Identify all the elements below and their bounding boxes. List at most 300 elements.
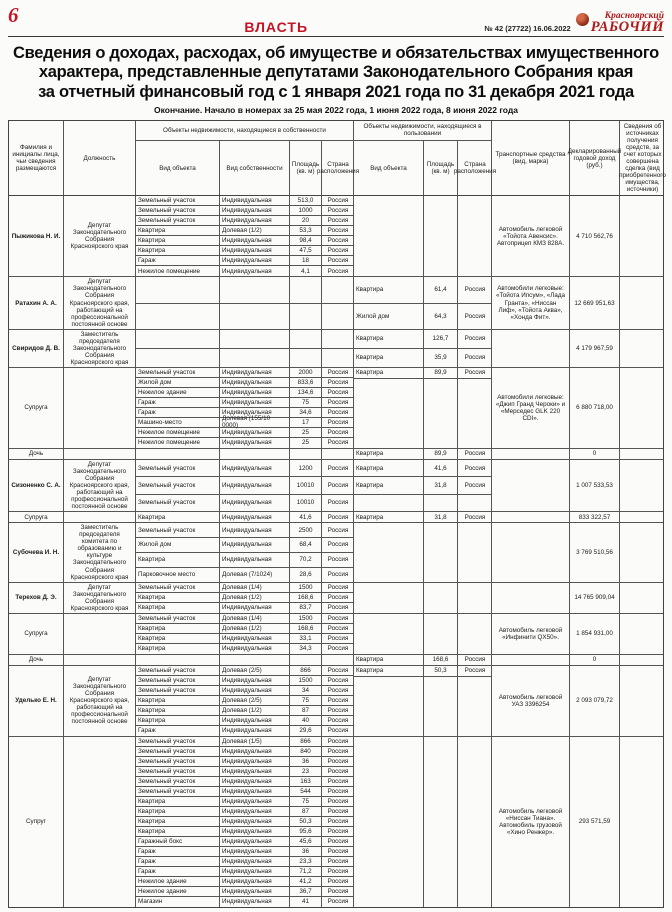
property-country: Россия xyxy=(327,614,349,622)
page-header xyxy=(8,5,664,35)
property-area: 1200 xyxy=(290,460,322,476)
property-country: Россия xyxy=(327,877,349,885)
own-property-row xyxy=(136,767,353,777)
property-country xyxy=(458,523,492,581)
use-property-row xyxy=(354,512,491,522)
property-country: Россия xyxy=(464,335,486,343)
property-area: 87 xyxy=(290,706,322,715)
property-area: 2000 xyxy=(290,368,322,377)
property-country: Россия xyxy=(464,656,486,664)
property-area xyxy=(424,495,458,511)
ownership-type: Индивидуальная xyxy=(220,477,290,493)
ownership-type: Индивидуальная xyxy=(220,897,290,907)
own-property-row xyxy=(136,477,353,494)
person-row xyxy=(9,666,663,737)
property-area: 513,0 xyxy=(290,196,322,205)
use-properties xyxy=(354,512,492,522)
property-type: Гараж xyxy=(136,847,220,856)
own-property-row xyxy=(136,196,353,206)
property-type xyxy=(354,523,424,581)
property-area xyxy=(290,655,322,665)
title-line: характера, представленные депутатами Законодательного Собрания края xyxy=(38,63,634,82)
use-property-filler xyxy=(354,495,491,511)
person-position xyxy=(64,655,136,665)
property-area: 53,3 xyxy=(290,226,322,235)
property-type xyxy=(354,196,424,276)
use-properties xyxy=(354,277,492,328)
ownership-type: Индивидуальная xyxy=(220,644,290,654)
person-row xyxy=(9,655,663,666)
ownership-type: Долевая (2/5) xyxy=(220,696,290,705)
property-type: Квартира xyxy=(354,277,424,302)
ownership-type xyxy=(220,655,290,665)
property-area: 544 xyxy=(290,787,322,796)
person-name: Дочь xyxy=(9,449,64,459)
property-area: 1500 xyxy=(290,583,322,592)
property-country: Россия xyxy=(327,217,349,225)
property-type: Квартира xyxy=(136,827,220,836)
person-row xyxy=(9,512,663,523)
property-country: Россия xyxy=(327,847,349,855)
property-area: 833,6 xyxy=(290,378,322,387)
person-row xyxy=(9,614,663,655)
use-properties xyxy=(354,368,492,448)
property-area: 31,8 xyxy=(424,512,458,522)
property-country: Россия xyxy=(327,583,349,591)
ownership-type: Индивидуальная xyxy=(220,512,290,522)
header-own-group-title: Объекты недвижимости, находящиеся в собственности xyxy=(136,121,353,141)
property-type: Жилой дом xyxy=(136,378,220,387)
property-area: 28,6 xyxy=(290,568,322,582)
income: 2 093 079,72 xyxy=(570,666,620,736)
own-properties xyxy=(136,196,354,276)
property-country: Россия xyxy=(327,418,349,426)
property-type: Земельный участок xyxy=(136,747,220,756)
property-type: Квартира xyxy=(136,716,220,725)
use-property-row xyxy=(354,655,491,665)
property-country xyxy=(322,449,354,459)
transport xyxy=(492,330,570,367)
ownership-type: Долевая (1/5) xyxy=(220,737,290,746)
ownership-type: Индивидуальная xyxy=(220,438,290,448)
header-use-country: Страна расположения xyxy=(453,161,497,176)
person-position: Заместитель председателя комитета по образованию и культуре Законодательного Собрания Красноярского края xyxy=(64,523,136,581)
property-type: Жилой дом xyxy=(136,538,220,552)
property-country: Россия xyxy=(327,797,349,805)
property-country xyxy=(458,196,492,276)
page-number: 6 xyxy=(8,3,19,27)
person-row xyxy=(9,277,663,329)
property-type: Квартира xyxy=(136,696,220,705)
table-body xyxy=(9,196,663,906)
use-property-row xyxy=(354,277,491,303)
ownership-type xyxy=(220,349,290,367)
income: 1 007 533,53 xyxy=(570,460,620,511)
ownership-type: Индивидуальная xyxy=(220,523,290,537)
ownership-type: Индивидуальная xyxy=(220,867,290,876)
ownership-type: Долевая (1/4) xyxy=(220,583,290,592)
ownership-type: Индивидуальная xyxy=(220,603,290,613)
own-properties xyxy=(136,460,354,511)
property-country: Россия xyxy=(327,439,349,447)
newspaper-emblem-icon xyxy=(576,13,589,26)
property-type: Земельный участок xyxy=(136,737,220,746)
property-area: 2500 xyxy=(290,523,322,537)
person-position: Заместитель председателя Законодательного Собрания Красноярского края xyxy=(64,330,136,367)
use-property-filler xyxy=(354,523,491,581)
own-property-row xyxy=(136,428,353,438)
article-title xyxy=(8,44,664,102)
ownership-type: Индивидуальная xyxy=(220,256,290,265)
own-property-row xyxy=(136,449,353,459)
person-row xyxy=(9,330,663,368)
ownership-type: Индивидуальная xyxy=(220,398,290,407)
property-country: Россия xyxy=(327,247,349,255)
person-position: Депутат Законодательного Собрания Красноярского края xyxy=(64,196,136,276)
property-area: 71,2 xyxy=(290,867,322,876)
property-country: Россия xyxy=(464,354,486,362)
property-country xyxy=(458,737,492,907)
own-property-row xyxy=(136,747,353,757)
property-type: Квартира xyxy=(136,246,220,255)
property-type xyxy=(354,583,424,613)
sources xyxy=(620,523,665,581)
property-country: Россия xyxy=(464,312,486,320)
property-type: Квартира xyxy=(136,624,220,633)
own-property-row xyxy=(136,857,353,867)
property-type: Земельный участок xyxy=(136,666,220,675)
property-type xyxy=(136,277,220,302)
masthead xyxy=(576,12,664,35)
own-property-row xyxy=(136,388,353,398)
ownership-type: Индивидуальная xyxy=(220,757,290,766)
person-row xyxy=(9,449,663,460)
own-properties xyxy=(136,523,354,581)
property-area: 126,7 xyxy=(424,330,458,348)
use-property-filler xyxy=(354,196,491,276)
transport: Автомобили легковые: «Джип Гранд Чероки» и «Мерседес GLK 220 CDI». xyxy=(492,368,570,448)
ownership-type: Индивидуальная xyxy=(220,767,290,776)
use-property-row xyxy=(354,330,491,349)
property-area: 34,3 xyxy=(290,644,322,654)
header-own-group xyxy=(136,121,360,195)
use-property-filler xyxy=(354,614,491,654)
transport xyxy=(492,460,570,511)
property-area xyxy=(290,449,322,459)
person-name: Дочь xyxy=(9,655,64,665)
property-country xyxy=(322,304,354,329)
property-area xyxy=(424,196,458,276)
ownership-type: Индивидуальная xyxy=(220,553,290,567)
property-area: 50,3 xyxy=(424,666,458,676)
use-property-filler xyxy=(354,737,491,907)
property-type: Квартира xyxy=(136,644,220,654)
ownership-type: Индивидуальная xyxy=(220,408,290,417)
ownership-type: Долевая (7/1024) xyxy=(220,568,290,582)
ownership-type xyxy=(220,304,290,329)
use-property-row xyxy=(354,349,491,367)
property-country: Россия xyxy=(327,227,349,235)
own-property-row xyxy=(136,737,353,747)
own-property-row xyxy=(136,512,353,522)
use-property-row xyxy=(354,666,491,677)
property-country xyxy=(322,330,354,348)
property-type: Земельный участок xyxy=(136,686,220,695)
transport xyxy=(492,655,570,665)
person-row xyxy=(9,583,663,614)
own-property-row xyxy=(136,847,353,857)
property-country: Россия xyxy=(327,257,349,265)
own-properties xyxy=(136,277,354,328)
ownership-type: Долевая (1/2) xyxy=(220,624,290,633)
property-type: Квартира xyxy=(136,553,220,567)
property-country: Россия xyxy=(327,634,349,642)
article-subtitle: Окончание. Начало в номерах за 25 мая 2022 года, 1 июня 2022 года, 8 июня 2022 года xyxy=(154,104,518,115)
property-type xyxy=(354,677,424,736)
header-own-type: Вид объекта xyxy=(136,141,220,195)
property-type: Нежилое здание xyxy=(136,877,220,886)
own-property-row xyxy=(136,877,353,887)
ownership-type: Индивидуальная xyxy=(220,460,290,476)
property-country: Россия xyxy=(327,887,349,895)
property-type: Земельный участок xyxy=(136,460,220,476)
property-country: Россия xyxy=(327,267,349,275)
property-area: 68,4 xyxy=(290,538,322,552)
ownership-type: Индивидуальная xyxy=(220,634,290,643)
masthead-line2: РАБОЧИЙ xyxy=(590,19,664,36)
own-property-row xyxy=(136,716,353,726)
own-property-row xyxy=(136,226,353,236)
property-country: Россия xyxy=(327,513,349,521)
property-country xyxy=(322,349,354,367)
property-country: Россия xyxy=(464,667,486,675)
property-type: Земельный участок xyxy=(136,523,220,537)
use-properties xyxy=(354,737,492,907)
ownership-type xyxy=(220,449,290,459)
own-property-row xyxy=(136,777,353,787)
header-own-subrow xyxy=(136,141,360,195)
property-country: Россия xyxy=(327,378,349,386)
ownership-type: Индивидуальная xyxy=(220,777,290,786)
header-use-group-title: Объекты недвижимости, находящиеся в пользовании xyxy=(354,121,491,141)
property-area xyxy=(424,737,458,907)
header-use-group xyxy=(354,121,497,195)
property-country: Россия xyxy=(327,368,349,376)
header-sources: Сведения об источниках получения средств, за счет которых совершена сделка (вид приобретенного имущества, источники) xyxy=(619,122,666,194)
header-own-area: Площадь (кв. м) xyxy=(290,141,322,195)
property-type: Квартира xyxy=(354,666,424,676)
person-name: Сизоненко С. А. xyxy=(9,460,64,511)
own-property-row xyxy=(136,304,353,329)
property-area: 866 xyxy=(290,737,322,746)
ownership-type: Индивидуальная xyxy=(220,797,290,806)
income: 4 179 967,59 xyxy=(570,330,620,367)
own-property-row xyxy=(136,256,353,266)
property-type: Квартира xyxy=(136,512,220,522)
property-country: Россия xyxy=(327,807,349,815)
property-area: 36 xyxy=(290,847,322,856)
property-area xyxy=(424,614,458,654)
property-area: 61,4 xyxy=(424,277,458,302)
own-property-row xyxy=(136,415,353,430)
property-type: Нежилое здание xyxy=(136,887,220,896)
property-type: Гараж xyxy=(136,726,220,736)
ownership-type: Индивидуальная xyxy=(220,676,290,685)
sources xyxy=(620,666,665,736)
property-country: Россия xyxy=(464,482,486,490)
property-area: 168,6 xyxy=(290,593,322,602)
header-own-country: Страна расположения xyxy=(316,161,360,176)
person-name: Субочева И. Н. xyxy=(9,523,64,581)
property-country: Россия xyxy=(327,237,349,245)
property-type: Земельный участок xyxy=(136,583,220,592)
property-type: Квартира xyxy=(136,634,220,643)
own-property-row xyxy=(136,538,353,553)
person-position xyxy=(64,737,136,907)
property-type: Квартира xyxy=(354,449,424,459)
person-position xyxy=(64,512,136,522)
property-country: Россия xyxy=(327,666,349,674)
sources xyxy=(620,583,665,613)
property-country: Россия xyxy=(327,747,349,755)
property-country xyxy=(458,677,492,736)
property-area: 23 xyxy=(290,767,322,776)
own-property-row xyxy=(136,523,353,538)
own-property-row xyxy=(136,666,353,676)
own-properties xyxy=(136,737,354,907)
property-area: 41,6 xyxy=(424,460,458,476)
use-property-row xyxy=(354,477,491,494)
property-country: Россия xyxy=(464,464,486,472)
ownership-type: Индивидуальная xyxy=(220,877,290,886)
property-type: Квартира xyxy=(354,655,424,665)
property-type: Земельный участок xyxy=(136,196,220,205)
own-property-row xyxy=(136,266,353,276)
property-country: Россия xyxy=(327,686,349,694)
property-area: 10010 xyxy=(290,495,322,511)
ownership-type: Долевая (2/5) xyxy=(220,666,290,675)
issue-info: № 42 (27722) 16.06.2022 xyxy=(484,24,571,33)
own-property-row xyxy=(136,706,353,716)
person-name: Пыжикова Н. И. xyxy=(9,196,64,276)
person-position: Депутат Законодательного Собрания Красноярского края, работающий на профессиональной постоянной основе xyxy=(64,460,136,511)
property-area: 75 xyxy=(290,398,322,407)
own-property-row xyxy=(136,330,353,349)
ownership-type: Индивидуальная xyxy=(220,538,290,552)
property-area: 866 xyxy=(290,666,322,675)
property-country: Россия xyxy=(327,676,349,684)
own-property-row xyxy=(136,757,353,767)
header-transport: Транспортные средства (вид, марка) xyxy=(492,121,570,195)
header-use-type: Вид объекта xyxy=(354,141,424,195)
property-type: Земельный участок xyxy=(136,206,220,215)
property-country xyxy=(458,495,492,511)
property-type xyxy=(354,737,424,907)
property-country: Россия xyxy=(327,716,349,724)
property-area: 98,4 xyxy=(290,236,322,245)
property-country: Россия xyxy=(327,398,349,406)
own-property-row xyxy=(136,897,353,907)
use-properties xyxy=(354,614,492,654)
sources xyxy=(620,655,665,665)
property-area: 75 xyxy=(290,696,322,705)
ownership-type: Индивидуальная xyxy=(220,388,290,397)
property-type: Квартира xyxy=(136,593,220,602)
property-area: 840 xyxy=(290,747,322,756)
property-type xyxy=(136,449,220,459)
own-property-row xyxy=(136,614,353,624)
property-type: Квартира xyxy=(136,797,220,806)
income: 293 571,59 xyxy=(570,737,620,907)
property-country: Россия xyxy=(327,428,349,436)
property-type: Земельный участок xyxy=(136,757,220,766)
property-area: 45,6 xyxy=(290,837,322,846)
person-position xyxy=(64,614,136,654)
property-area: 41,2 xyxy=(290,877,322,886)
income: 14 765 909,04 xyxy=(570,583,620,613)
ownership-type: Долевая (1/2) xyxy=(220,706,290,715)
person-name: Супруг xyxy=(9,737,64,907)
income: 0 xyxy=(570,655,620,665)
property-country: Россия xyxy=(327,556,349,564)
property-area: 34 xyxy=(290,686,322,695)
ownership-type: Индивидуальная xyxy=(220,686,290,695)
own-property-row xyxy=(136,686,353,696)
own-property-row xyxy=(136,676,353,686)
own-property-row xyxy=(136,867,353,877)
own-properties xyxy=(136,583,354,613)
property-area xyxy=(290,277,322,302)
transport xyxy=(492,523,570,581)
property-type: Земельный участок xyxy=(136,676,220,685)
own-property-row xyxy=(136,277,353,303)
use-properties xyxy=(354,523,492,581)
own-properties xyxy=(136,449,354,459)
property-country: Россия xyxy=(327,571,349,579)
ownership-type: Индивидуальная xyxy=(220,747,290,756)
property-area: 36,7 xyxy=(290,887,322,896)
ownership-type: Индивидуальная xyxy=(220,726,290,736)
property-country: Россия xyxy=(327,706,349,714)
header-income: Декларированный годовой доход (руб.) xyxy=(570,121,620,195)
property-type: Жилой дом xyxy=(354,304,424,329)
person-name: Супруга xyxy=(9,512,64,522)
property-area: 89,9 xyxy=(424,449,458,459)
property-type: Квартира xyxy=(136,603,220,613)
section-title: ВЛАСТЬ xyxy=(244,19,309,35)
header-right xyxy=(484,12,664,35)
property-area: 70,2 xyxy=(290,553,322,567)
use-properties xyxy=(354,666,492,736)
person-name: Свиридов Д. В. xyxy=(9,330,64,367)
title-line: Сведения о доходах, расходах, об имуществе и обязательствах имущественного xyxy=(13,44,659,62)
property-area: 95,6 xyxy=(290,827,322,836)
masthead-line1: Красноярский xyxy=(604,11,664,22)
property-type: Квартира xyxy=(354,330,424,348)
own-property-row xyxy=(136,696,353,706)
person-name: Ратахин А. А. xyxy=(9,277,64,328)
property-country xyxy=(458,583,492,613)
transport xyxy=(492,512,570,522)
property-country: Россия xyxy=(327,541,349,549)
sources xyxy=(620,614,665,654)
ownership-type: Индивидуальная xyxy=(220,266,290,276)
property-country xyxy=(458,614,492,654)
person-name: Уделько Е. Н. xyxy=(9,666,64,736)
property-type xyxy=(136,330,220,348)
property-area: 34,6 xyxy=(290,408,322,417)
ownership-type: Долевая (155/10 0000) xyxy=(220,418,290,427)
